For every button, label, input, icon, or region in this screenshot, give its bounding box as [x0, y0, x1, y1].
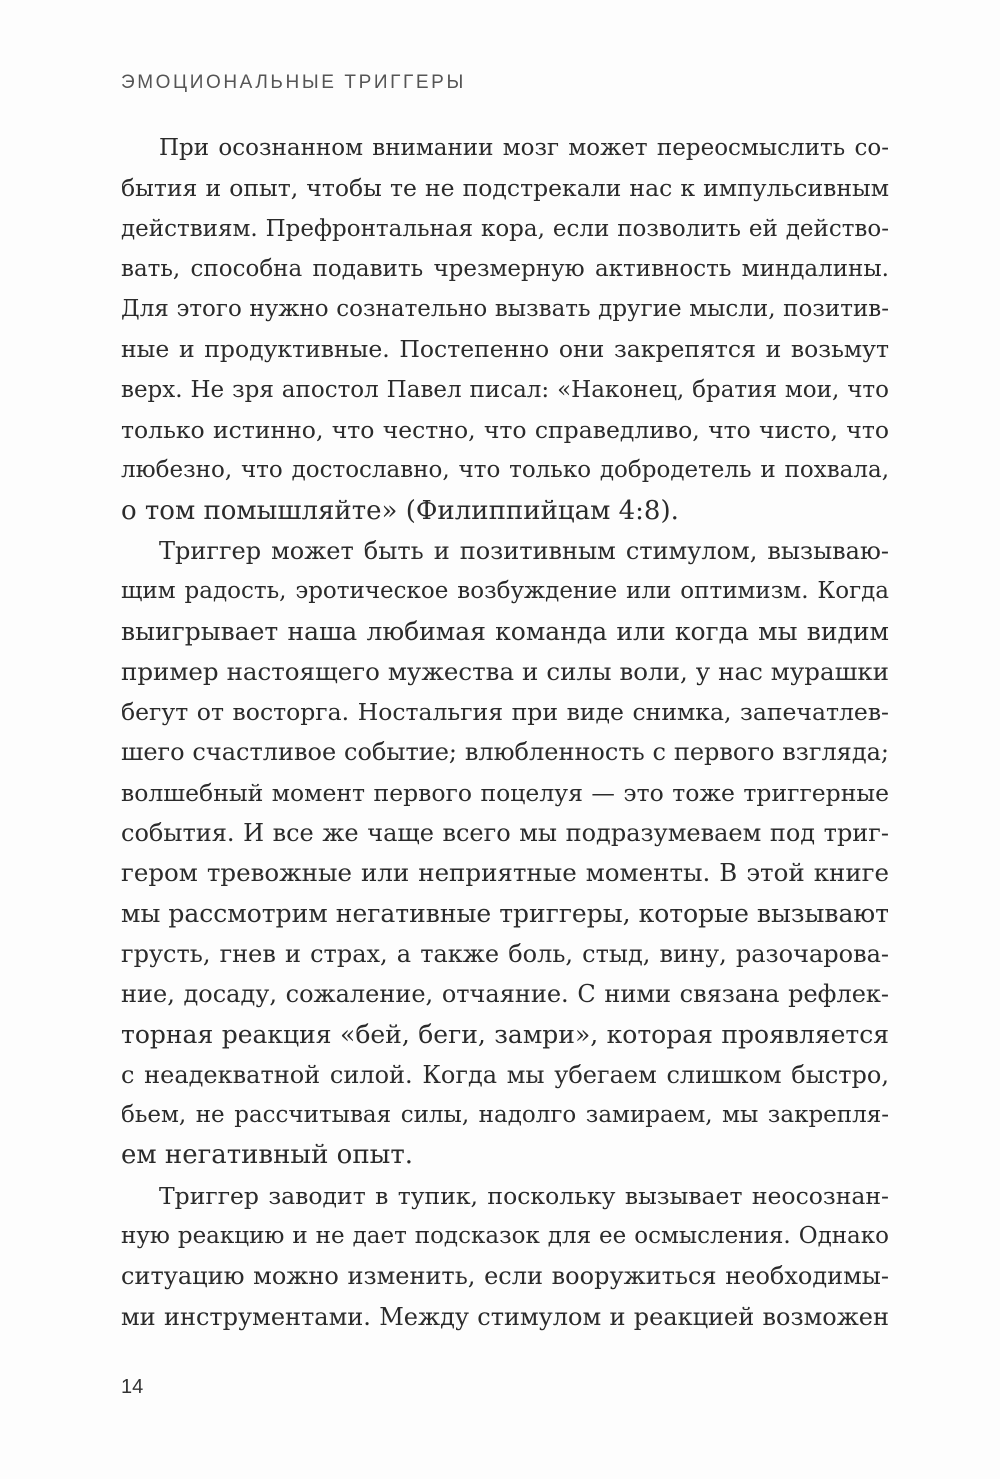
page-number: 14: [121, 1376, 144, 1398]
text-line: ми инструментами. Между стимулом и реакцией возможен: [121, 1302, 889, 1331]
text-line: торная реакция «бей, беги, замри», которая проявляется: [121, 1019, 889, 1049]
text-line: мы рассмотрим негативные триггеры, которые вызывают: [121, 898, 889, 928]
text-line: шего счастливое событие; влюбленность с первого взгляда;: [121, 738, 889, 767]
paragraph-2: [121, 531, 889, 1176]
text-line: щим радость, эротическое возбуждение или оптимизм. Когда: [121, 578, 889, 605]
text-line: гером тревожные или неприятные моменты. В этой книге: [121, 858, 889, 888]
text-line: с неадекватной силой. Когда мы убегаем слишком быстро,: [121, 1060, 889, 1089]
text-line: бегут от восторга. Ностальгия при виде снимка, запечатлев-: [121, 698, 889, 727]
text-line: При осознанном внимании мозг может переосмыслить со-: [159, 135, 889, 161]
text-line: о том помышляйте» (Филиппийцам 4:8).: [121, 495, 679, 526]
running-head: ЭМОЦИОНАЛЬНЫЕ ТРИГГЕРЫ: [121, 72, 466, 93]
text-line: ситуацию можно изменить, если вооружиться необходимы-: [121, 1262, 889, 1291]
text-line: Триггер заводит в тупик, поскольку вызывает неосознан-: [159, 1181, 889, 1210]
text-line: выигрывает наша любимая команда или когда мы видим: [121, 616, 889, 646]
text-line: бьем, не рассчитывая силы, надолго замираем, мы закрепля-: [121, 1102, 889, 1129]
text-line: события. И все же чаще всего мы подразумеваем под триг-: [121, 819, 889, 848]
text-line: бытия и опыт, чтобы те не подстрекали нас к импульсивным: [121, 174, 889, 203]
body-text: [121, 128, 889, 1337]
paragraph-3: [121, 1176, 889, 1337]
text-line: Триггер может быть и позитивным стимулом, вызываю-: [159, 536, 889, 565]
text-line: волшебный момент первого поцелуя — это тоже триггерные: [121, 778, 889, 807]
text-line: действиям. Префронтальная кора, если позволить ей действо-: [121, 215, 889, 242]
text-line: пример настоящего мужества и силы воли, у нас мурашки: [121, 656, 889, 686]
text-line: ные и продуктивные. Постепенно они закрепятся и возьмут: [121, 335, 889, 364]
text-line: ем негативный опыт.: [121, 1140, 414, 1171]
text-line: ние, досаду, сожаление, отчаяние. С ними связана рефлек-: [121, 980, 889, 1009]
text-line: Для этого нужно сознательно вызвать другие мысли, позитив-: [121, 296, 889, 323]
text-line: верх. Не зря апостол Павел писал: «Наконец, братия мои, что: [121, 376, 889, 403]
text-line: только истинно, что честно, что справедливо, что чисто, что: [121, 416, 889, 445]
text-line: вать, способна подавить чрезмерную активность миндалины.: [121, 255, 889, 282]
paragraph-1: [121, 128, 889, 531]
text-line: любезно, что достославно, что только добродетель и похвала,: [121, 457, 889, 484]
text-line: грусть, гнев и страх, а также боль, стыд, вину, разочарова-: [121, 939, 889, 968]
text-line: ную реакцию и не дает подсказок для ее осмысления. Однако: [121, 1223, 889, 1250]
